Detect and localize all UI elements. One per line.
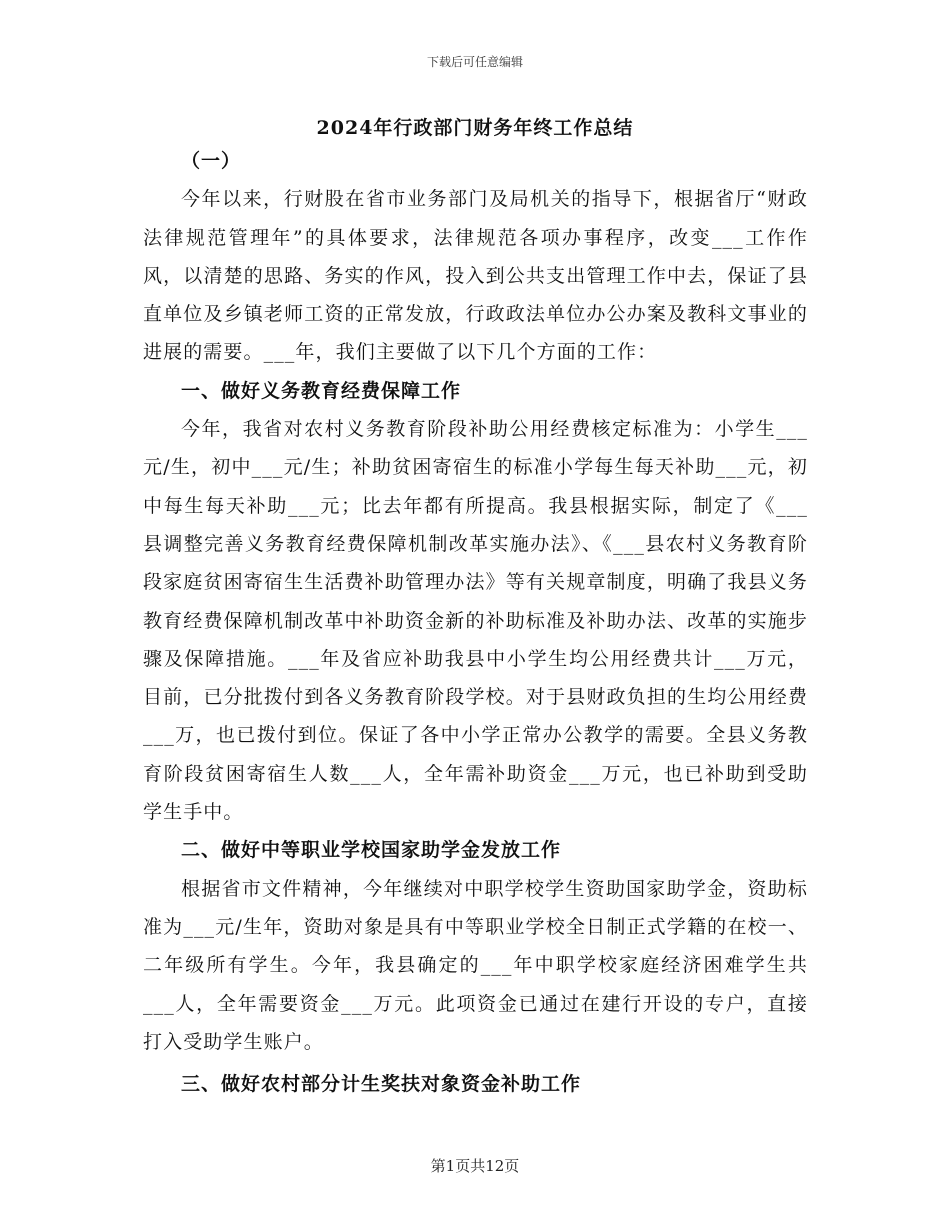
section-3-heading: 三、做好农村部分计生奖扶对象资金补助工作 (181, 1073, 582, 1096)
section-2-heading: 二、做好中等职业学校国家助学金发放工作 (181, 839, 562, 862)
document-body (143, 142, 808, 1107)
intro-paragraph: 今年以来，行财股在省市业务部门及局机关的指导下，根据省厅“财政法律规范管理年”的具体要求，法律规范各项办事程序，改变___工作作风，以清楚的思路、务实的作风，投入到公共支出管理工作中去，保证了县直单位及乡镇老师工资的正常发放，行政政法单位办公办案及教科文事业的进展的需要。___年，我们主要做了以下几个方面的工作： (143, 188, 808, 364)
page-footer: 第1页共12页 (430, 1157, 520, 1175)
document-title: 2024年行政部门财务年终工作总结 (316, 117, 634, 139)
section-1-heading: 一、做好义务教育经费保障工作 (181, 379, 462, 402)
page-header: 下载后可任意编辑 (426, 55, 523, 69)
section-1-paragraph: 今年，我省对农村义务教育阶段补助公用经费核定标准为：小学生___元/生，初中___元/生；补助贫困寄宿生的标准小学每生每天补助___元，初中每生每天补助___元；比去年都有所提高。我县根据实际，制定了《___县调整完善义务教育经费保障机制改革实施办法》、《___县农村义务教育阶段家庭贫困寄宿生生活费补助管理办法》等有关规章制度，明确了我县义务教育经费保障机制改革中补助资金新的补助标准及补助办法、改革的实施步骤及保障措施。___年及省应补助我县中小学生均公用经费共计___万元，目前，已分批拨付到各义务教育阶段学校。对于县财政负担的生均公用经费___万，也已拨付到位。保证了各中小学正常办公教学的需要。全县义务教育阶段贫困寄宿生人数___人，全年需补助资金___万元，也已补助到受助学生手中。 (143, 418, 808, 824)
section-2-paragraph: 根据省市文件精神，今年继续对中职学校学生资助国家助学金，资助标准为___元/生年，资助对象是具有中等职业学校全日制正式学籍的在校一、二年级所有学生。今年，我县确定的___年中职学校家庭经济困难学生共___人，全年需要资金___万元。此项资金已通过在建行开设的专户，直接打入受助学生账户。 (143, 877, 808, 1053)
section-label: （一） (181, 150, 242, 172)
